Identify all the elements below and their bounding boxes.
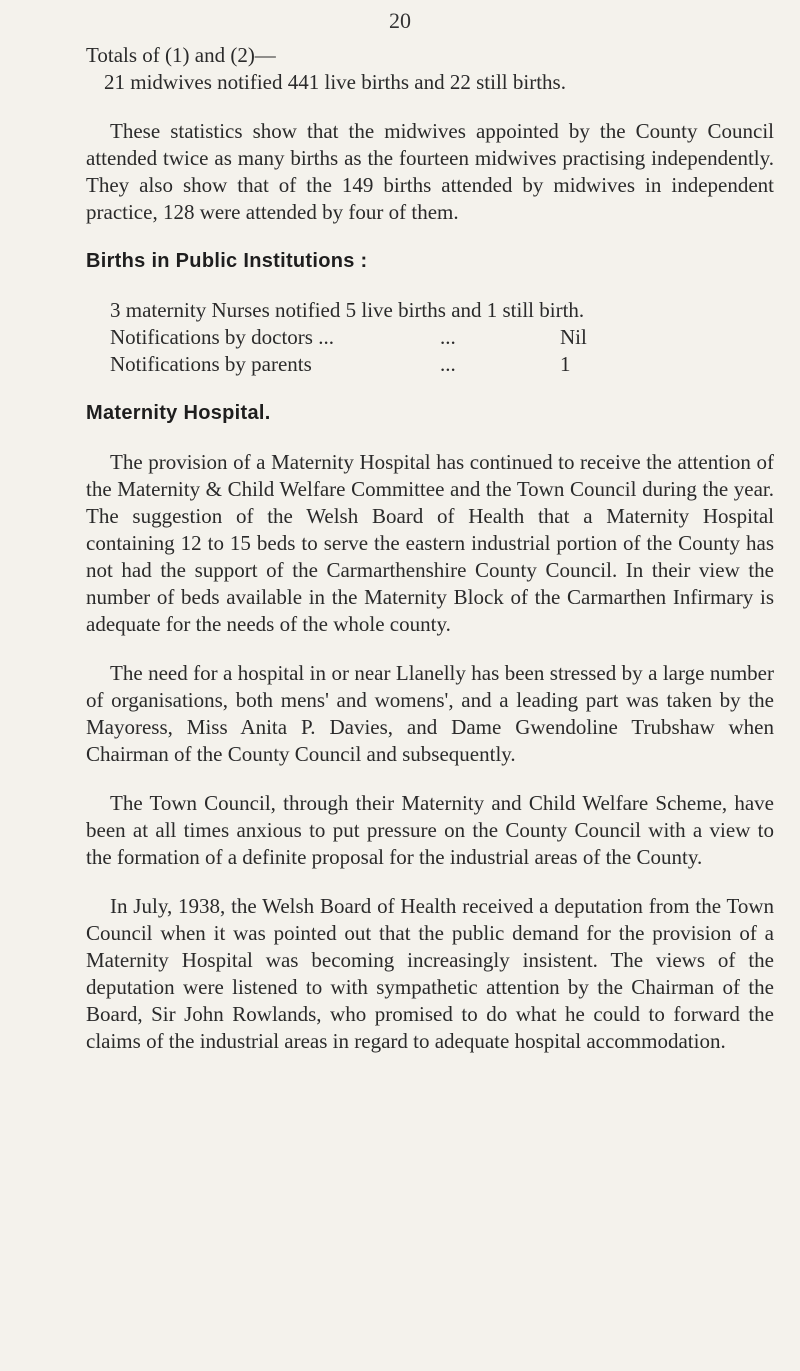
maternity-hospital-paragraph-3: The Town Council, through their Maternity and Child Welfare Scheme, have been at all times anxious to put pressure on the County Council with a view to the formation of a definite proposal for the industrial areas of the County. [86, 791, 774, 869]
totals-line: 21 midwives notified 441 live births and 22 still births. [104, 70, 566, 94]
notification-label: Notifications by doctors ... [110, 325, 334, 349]
notification-dots: ... [440, 352, 456, 376]
page-content [86, 42, 774, 1055]
totals-heading: Totals of (1) and (2)— [86, 43, 276, 67]
maternity-hospital-paragraph-2: The need for a hospital in or near Llanelly has been stressed by a large number of organisations, both mens' and womens', and a leading part was taken by the Mayoress, Miss Anita P. Davies, and Dame Gwendoline Trubshaw when Chairman of the County Council and subsequently. [86, 661, 774, 766]
maternity-hospital-heading: Maternity Hospital. [86, 402, 271, 424]
births-public-institutions-heading: Births in Public Institutions : [86, 250, 368, 272]
list-item [110, 351, 774, 378]
maternity-hospital-paragraph-1: The provision of a Maternity Hospital has continued to receive the attention of the Maternity & Child Welfare Committee and the Town Council during the year. The suggestion of the Welsh Board of Health that a Maternity Hospital containing 12 to 15 beds to serve the eastern industrial portion of the County has not had the support of the Carmarthenshire County Council. In their view the number of beds available in the Maternity Block of the Carmarthen Infirmary is adequate for the needs of the whole county. [86, 450, 774, 636]
list-item [110, 324, 774, 351]
notification-dots: ... [440, 325, 456, 349]
statistics-paragraph: These statistics show that the midwives appointed by the County Council attended twice as many births as the fourteen midwives practising independently. They also show that of the 149 births attended by midwives in independent practice, 128 were attended by four of them. [86, 119, 774, 224]
page-number: 20 [389, 8, 411, 33]
notification-label: Notifications by parents [110, 352, 312, 376]
maternity-nurses-line: 3 maternity Nurses notified 5 live births and 1 still birth. [110, 298, 585, 322]
notification-value: 1 [560, 352, 571, 376]
notification-value: Nil [560, 325, 587, 349]
births-public-institutions-list [86, 297, 774, 378]
maternity-hospital-paragraph-4: In July, 1938, the Welsh Board of Health received a deputation from the Town Council when it was pointed out that the public demand for the provision of a Maternity Hospital was becoming increasingly insistent. The views of the deputation were listened to with sympathetic attention by the Chairman of the Board, Sir John Rowlands, who promised to do what he could to forward the claims of the industrial areas in regard to adequate hospital accommodation. [86, 894, 774, 1053]
